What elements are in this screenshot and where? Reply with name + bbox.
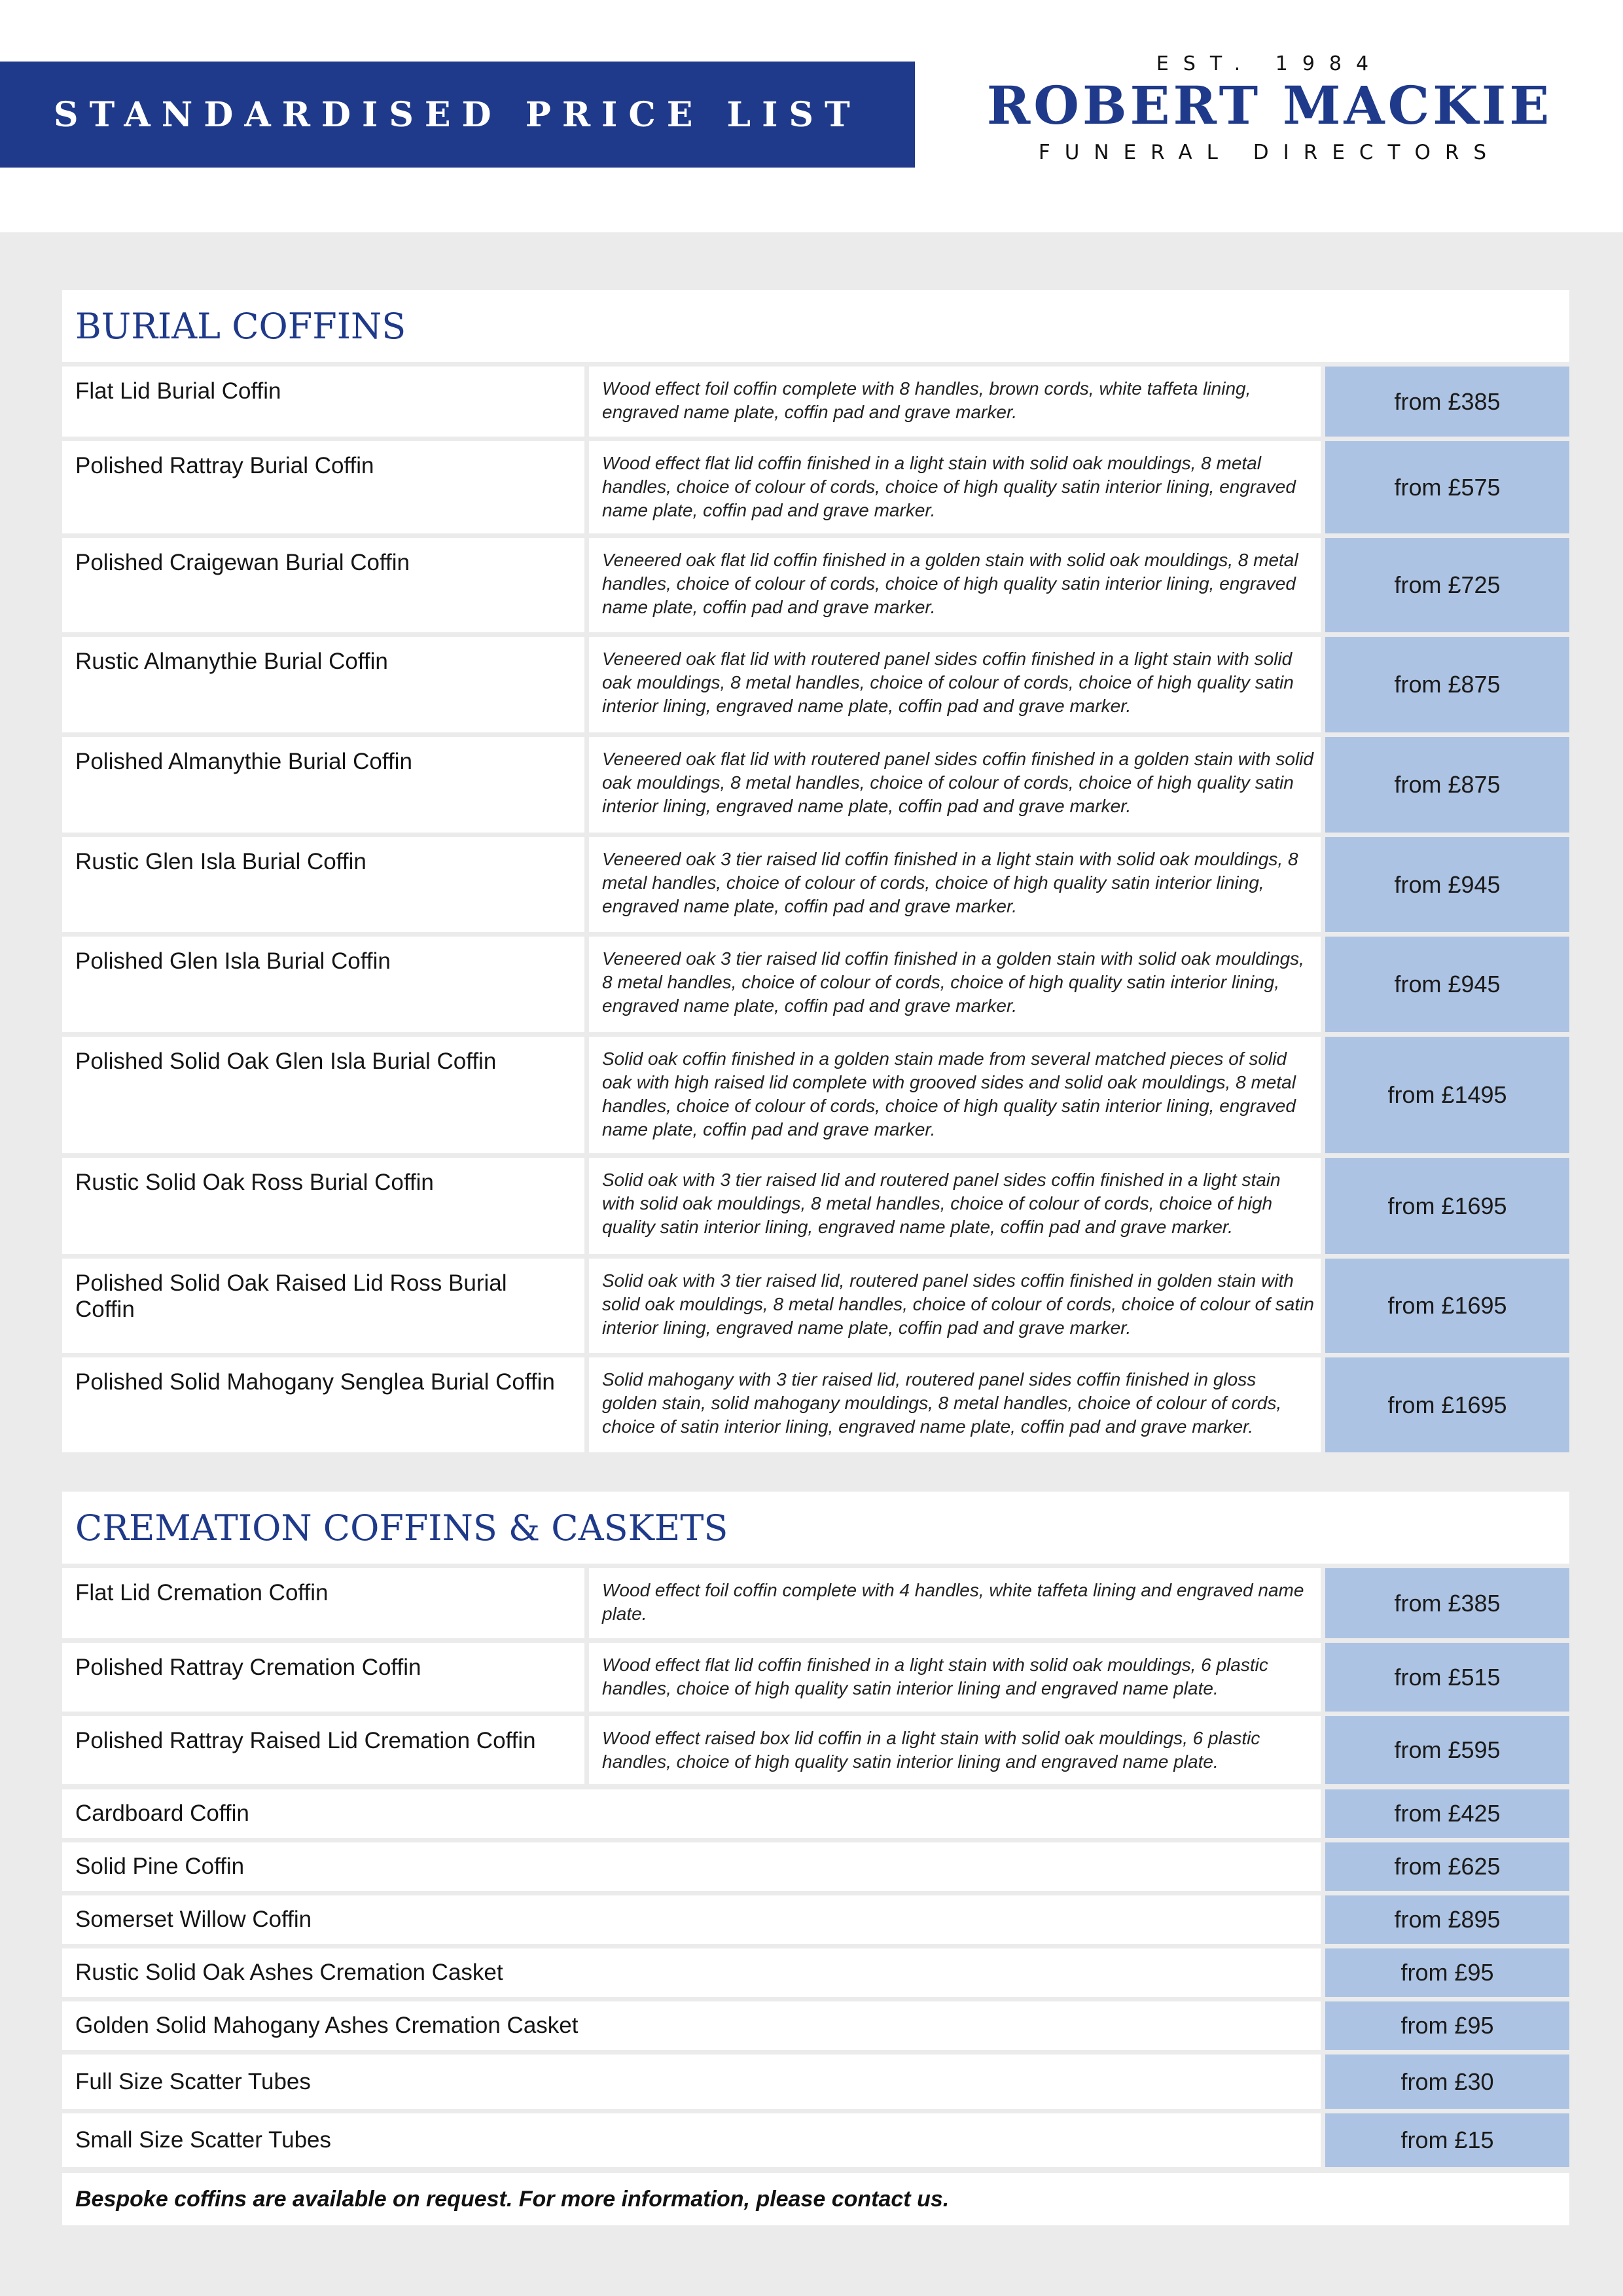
table-row [62, 2001, 1569, 2050]
product-description: Solid mahogany with 3 tier raised lid, routered panel sides coffin finished in gloss golden stain, solid mahogany mouldings, 8 metal handles, choice of colour of cords, choice of satin interior lining, engraved name plate, coffin pad and grave marker. [589, 1357, 1321, 1452]
brand-est: EST. 1984 [1156, 52, 1383, 75]
page-header [0, 0, 1623, 232]
table-row [62, 2113, 1569, 2167]
cremation-section-title: CREMATION COFFINS & CASKETS [62, 1492, 1569, 1564]
product-name: Polished Solid Oak Glen Isla Burial Coffin [62, 1037, 584, 1153]
product-description: Wood effect foil coffin complete with 4 handles, white taffeta lining and engraved name plate. [589, 1568, 1321, 1638]
product-price: from £1495 [1325, 1037, 1569, 1153]
product-price: from £15 [1325, 2113, 1569, 2167]
product-description: Wood effect flat lid coffin finished in a light stain with solid oak mouldings, 6 plastic handles, choice of high quality satin interior lining and engraved name plate. [589, 1643, 1321, 1712]
product-name: Polished Rattray Raised Lid Cremation Coffin [62, 1716, 584, 1784]
product-name: Rustic Solid Oak Ashes Cremation Casket [62, 1948, 1321, 1997]
table-row [62, 1643, 1569, 1712]
product-price: from £875 [1325, 737, 1569, 833]
product-name: Polished Almanythie Burial Coffin [62, 737, 584, 833]
product-description: Veneered oak 3 tier raised lid coffin finished in a light stain with solid oak mouldings, 8 metal handles, choice of colour of cords, choice of high quality satin interior lining, engraved name plate, coffin pad and grave marker. [589, 837, 1321, 932]
product-name: Polished Glen Isla Burial Coffin [62, 937, 584, 1032]
product-price: from £95 [1325, 1948, 1569, 1997]
burial-section-title: BURIAL COFFINS [62, 290, 1569, 362]
table-row [62, 1037, 1569, 1153]
product-description: Veneered oak flat lid coffin finished in a golden stain with solid oak mouldings, 8 metal handles, choice of colour of cords, choice of high quality satin interior lining, engraved name plate, coffin pad and grave marker. [589, 538, 1321, 632]
product-price: from £425 [1325, 1789, 1569, 1838]
product-name: Polished Solid Mahogany Senglea Burial Coffin [62, 1357, 584, 1452]
product-price: from £625 [1325, 1842, 1569, 1891]
table-row [62, 1716, 1569, 1784]
table-row [62, 937, 1569, 1032]
brand-name: ROBERT MACKIE [986, 75, 1553, 136]
product-price: from £30 [1325, 2054, 1569, 2109]
product-price: from £945 [1325, 937, 1569, 1032]
table-row [62, 1259, 1569, 1353]
table-row [62, 1357, 1569, 1452]
product-name: Polished Rattray Burial Coffin [62, 441, 584, 533]
table-row [62, 1842, 1569, 1891]
product-price: from £515 [1325, 1643, 1569, 1712]
product-name: Solid Pine Coffin [62, 1842, 1321, 1891]
product-price: from £1695 [1325, 1259, 1569, 1353]
product-price: from £1695 [1325, 1158, 1569, 1254]
product-description: Solid oak with 3 tier raised lid, routered panel sides coffin finished in golden stain with solid oak mouldings, 8 metal handles, choice of colour of cords, choice of colour of satin interior lining, engraved name plate, coffin pad and grave marker. [589, 1259, 1321, 1353]
product-name: Polished Solid Oak Raised Lid Ross Burial Coffin [62, 1259, 584, 1353]
table-row [62, 1789, 1569, 1838]
product-name: Rustic Solid Oak Ross Burial Coffin [62, 1158, 584, 1254]
simple-items-list [62, 1789, 1569, 2172]
table-row [62, 837, 1569, 932]
product-name: Cardboard Coffin [62, 1789, 1321, 1838]
product-price: from £875 [1325, 637, 1569, 732]
product-price: from £595 [1325, 1716, 1569, 1784]
table-row [62, 2054, 1569, 2109]
product-price: from £385 [1325, 1568, 1569, 1638]
product-description: Solid oak coffin finished in a golden stain made from several matched pieces of solid oak with high raised lid complete with grooved sides and solid oak mouldings, 8 metal handles, choice of colour of cords, choice of high quality satin interior lining, engraved name plate, coffin pad and grave marker. [589, 1037, 1321, 1153]
product-name: Somerset Willow Coffin [62, 1895, 1321, 1944]
product-name: Polished Rattray Cremation Coffin [62, 1643, 584, 1712]
cremation-coffins-list [62, 1568, 1569, 1789]
product-description: Veneered oak 3 tier raised lid coffin finished in a golden stain with solid oak mouldings, 8 metal handles, choice of colour of cords, choice of high quality satin interior lining, engraved name plate, coffin pad and grave marker. [589, 937, 1321, 1032]
product-name: Full Size Scatter Tubes [62, 2054, 1321, 2109]
product-description: Wood effect flat lid coffin finished in a light stain with solid oak mouldings, 8 metal handles, choice of colour of cords, choice of high quality satin interior lining, engraved name plate, coffin pad and grave marker. [589, 441, 1321, 533]
product-name: Small Size Scatter Tubes [62, 2113, 1321, 2167]
brand-logo [975, 52, 1564, 164]
product-price: from £95 [1325, 2001, 1569, 2050]
table-row [62, 1948, 1569, 1997]
product-name: Flat Lid Cremation Coffin [62, 1568, 584, 1638]
product-price: from £725 [1325, 538, 1569, 632]
product-price: from £1695 [1325, 1357, 1569, 1452]
product-name: Polished Craigewan Burial Coffin [62, 538, 584, 632]
table-row [62, 637, 1569, 732]
product-price: from £575 [1325, 441, 1569, 533]
brand-subtitle: FUNERAL DIRECTORS [1038, 141, 1501, 164]
product-name: Golden Solid Mahogany Ashes Cremation Casket [62, 2001, 1321, 2050]
product-name: Rustic Almanythie Burial Coffin [62, 637, 584, 732]
product-price: from £945 [1325, 837, 1569, 932]
product-description: Veneered oak flat lid with routered panel sides coffin finished in a light stain with solid oak mouldings, 8 metal handles, choice of colour of cords, choice of high quality satin interior lining, engraved name plate, coffin pad and grave marker. [589, 637, 1321, 732]
product-description: Wood effect raised box lid coffin in a light stain with solid oak mouldings, 6 plastic handles, choice of high quality satin interior lining and engraved name plate. [589, 1716, 1321, 1784]
table-row [62, 1568, 1569, 1638]
table-row [62, 441, 1569, 533]
product-name: Flat Lid Burial Coffin [62, 367, 584, 437]
product-description: Solid oak with 3 tier raised lid and routered panel sides coffin finished in a light stain with solid oak mouldings, 8 metal handles, choice of colour of cords, choice of high quality satin interior lining, engraved name plate, coffin pad and grave marker. [589, 1158, 1321, 1254]
product-price: from £385 [1325, 367, 1569, 437]
table-row [62, 1895, 1569, 1944]
product-name: Rustic Glen Isla Burial Coffin [62, 837, 584, 932]
price-list-banner: STANDARDISED PRICE LIST [0, 62, 915, 168]
table-row [62, 538, 1569, 632]
footer-note: Bespoke coffins are available on request. For more information, please contact us. [62, 2173, 1569, 2225]
table-row [62, 367, 1569, 437]
product-description: Veneered oak flat lid with routered panel sides coffin finished in a golden stain with solid oak mouldings, 8 metal handles, choice of colour of cords, choice of high quality satin interior lining, engraved name plate, coffin pad and grave marker. [589, 737, 1321, 833]
burial-coffins-list [62, 367, 1569, 1457]
product-price: from £895 [1325, 1895, 1569, 1944]
table-row [62, 737, 1569, 833]
product-description: Wood effect foil coffin complete with 8 handles, brown cords, white taffeta lining, engraved name plate, coffin pad and grave marker. [589, 367, 1321, 437]
table-row [62, 1158, 1569, 1254]
